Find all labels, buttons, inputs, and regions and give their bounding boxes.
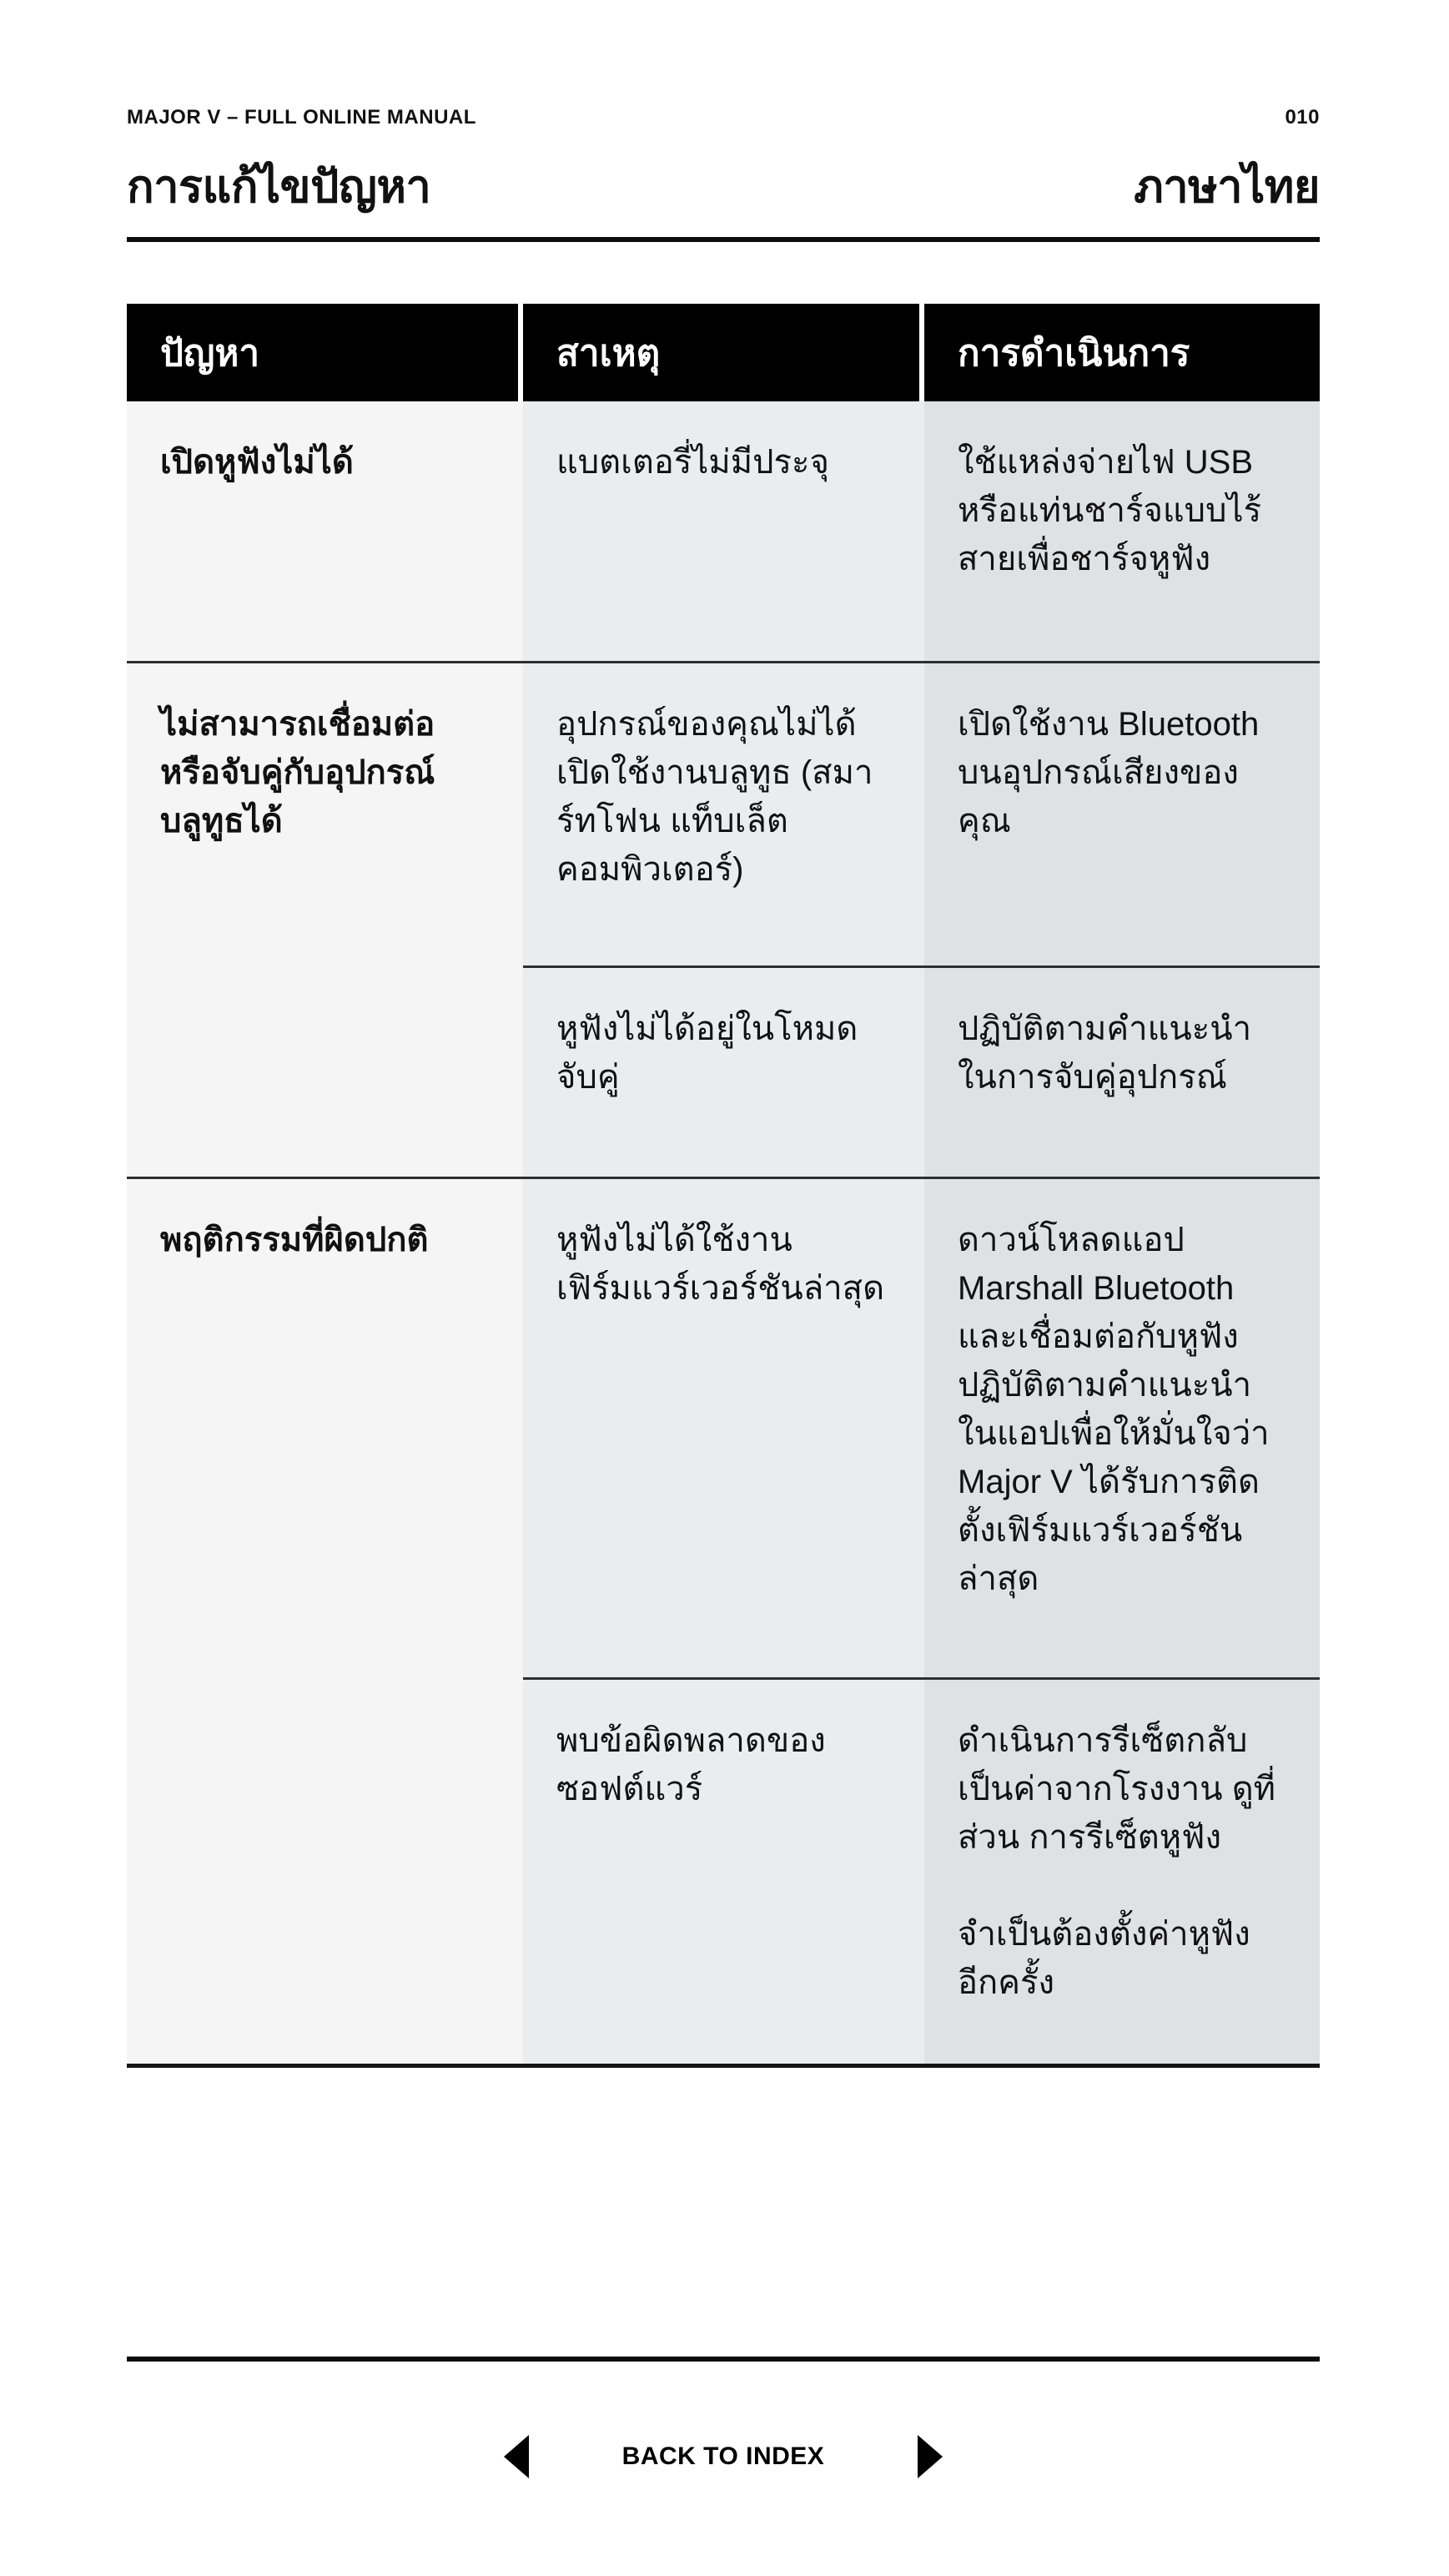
table-header-problem: ปัญหา [127,304,523,401]
page-number: 010 [1285,106,1320,129]
action-paragraph: ดาวน์โหลดแอป Marshall Bluetooth และเชื่อมต่อกับหูฟัง ปฏิบัติตามคำแนะนำในแอปเพื่อให้มั่นใจว่า Major V ได้รับการติดตั้งเฟิร์มแวร์เวอร์ชันล่าสุด [958,1222,1270,1597]
table-subrow [523,663,1320,965]
top-meta-row [127,105,1320,130]
problem-cell: เปิดหูฟังไม่ได้ [127,401,523,661]
language-label: ภาษาไทย [1134,162,1320,212]
title-row [127,157,1320,217]
table-row-group [127,661,1320,1177]
prev-page-button[interactable] [504,2435,529,2478]
table-body [127,401,1320,2068]
table-header-action: การดำเนินการ [924,304,1320,401]
action-cell [924,663,1320,965]
action-paragraph: เปิดใช้งาน Bluetooth บนอุปกรณ์เสียงของคุณ [958,706,1260,839]
troubleshooting-table [127,304,1320,2068]
cause-cell: อุปกรณ์ของคุณไม่ได้เปิดใช้งานบลูทูธ (สมาร์ทโฟน แท็บเล็ต คอมพิวเตอร์) [523,663,924,965]
cause-action-rows [523,401,1320,661]
cause-cell: หูฟังไม่ได้อยู่ในโหมดจับคู่ [523,968,924,1177]
table-row-group [127,401,1320,661]
right-triangle-icon [918,2435,943,2478]
back-to-index-link[interactable]: BACK TO INDEX [621,2442,825,2470]
footer-divider [127,2357,1320,2362]
section-title: การแก้ไขปัญหา [127,162,431,212]
problem-cell: พฤติกรรมที่ผิดปกติ [127,1179,523,2064]
cause-cell: แบตเตอรี่ไม่มีประจุ [523,401,924,661]
cause-action-rows [523,1179,1320,2064]
next-page-button[interactable] [918,2435,943,2478]
cause-cell: หูฟังไม่ได้ใช้งานเฟิร์มแวร์เวอร์ชันล่าสุด [523,1179,924,1677]
table-row-group [127,1177,1320,2064]
action-cell [924,968,1320,1177]
title-divider [127,237,1320,242]
table-subrow [523,965,1320,1177]
problem-cell: ไม่สามารถเชื่อมต่อหรือจับคู่กับอุปกรณ์บลูทูธได้ [127,663,523,1177]
table-header-row [127,304,1320,401]
cause-cell: พบข้อผิดพลาดของซอฟต์แวร์ [523,1680,924,2064]
action-paragraph: จำเป็นต้องตั้งค่าหูฟังอีกครั้ง [958,1916,1250,2001]
action-paragraph: ดำเนินการรีเซ็ตกลับเป็นค่าจากโรงงาน ดูที่ส่วน การรีเซ็ตหูฟัง [958,1722,1276,1856]
left-triangle-icon [504,2435,529,2478]
action-cell [924,401,1320,661]
table-subrow [523,401,1320,661]
action-cell [924,1680,1320,2064]
table-header-cause: สาเหตุ [523,304,924,401]
action-paragraph: ใช้แหล่งจ่ายไฟ USB หรือแท่นชาร์จแบบไร้สายเพื่อชาร์จหูฟัง [958,444,1262,577]
action-cell [924,1179,1320,1677]
footer-navigation [127,2435,1320,2478]
table-subrow [523,1677,1320,2064]
cause-action-rows [523,663,1320,1177]
manual-title: MAJOR V – FULL ONLINE MANUAL [127,106,476,129]
page-content [127,0,1320,2478]
action-paragraph: ปฏิบัติตามคำแนะนำในการจับคู่อุปกรณ์ [958,1011,1252,1096]
table-subrow [523,1179,1320,1677]
